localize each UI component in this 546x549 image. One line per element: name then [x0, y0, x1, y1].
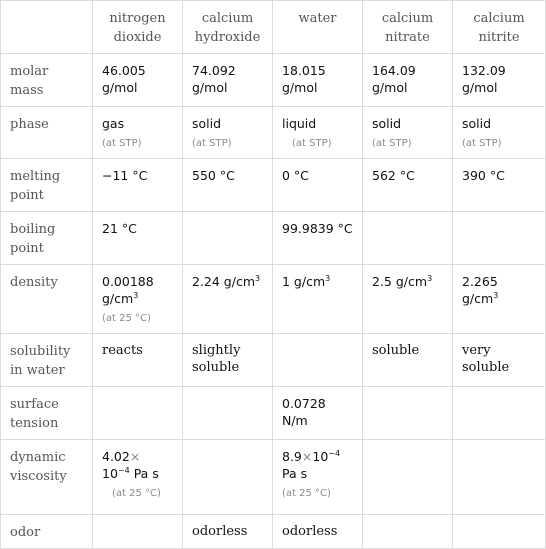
exponent: −4 — [328, 448, 341, 458]
row-label: solubility in water — [1, 334, 93, 387]
table-cell: 0.0728 N/m — [273, 387, 363, 440]
table-cell — [93, 440, 183, 515]
table-cell — [453, 515, 546, 549]
cell-value: gas — [102, 116, 125, 131]
table-cell — [183, 265, 273, 334]
table-cell: 99.9839 °C — [273, 212, 363, 265]
exponent: 3 — [133, 290, 139, 300]
row-label: phase — [1, 107, 93, 159]
table-row-solubility — [1, 334, 546, 387]
cell-value: 2.24 g/cm — [192, 274, 256, 289]
table-cell — [453, 440, 546, 515]
table-cell — [363, 515, 453, 549]
table-cell: 74.092 g/mol — [183, 54, 273, 107]
mantissa: 4.02 — [102, 449, 130, 464]
unit: Pa s — [282, 466, 308, 481]
table-row-density — [1, 265, 546, 334]
table-cell: 390 °C — [453, 159, 546, 212]
column-header: calcium hydroxide — [183, 1, 273, 54]
table-row-molar-mass — [1, 54, 546, 107]
table-cell — [183, 107, 273, 159]
cell-value: solid — [372, 116, 402, 131]
unit: Pa s — [133, 466, 159, 481]
table-cell — [93, 107, 183, 159]
table-row-melting-point — [1, 159, 546, 212]
table-cell — [93, 387, 183, 440]
table-cell — [363, 440, 453, 515]
row-label: melting point — [1, 159, 93, 212]
table-cell: very soluble — [453, 334, 546, 387]
table-cell: odorless — [183, 515, 273, 549]
column-header: calcium nitrate — [363, 1, 453, 54]
table-cell — [183, 212, 273, 265]
condition-note: (at STP) — [192, 138, 232, 149]
condition-note: (at STP) — [292, 138, 332, 149]
table-cell: reacts — [93, 334, 183, 387]
table-cell: 21 °C — [93, 212, 183, 265]
table-cell: 0 °C — [273, 159, 363, 212]
table-cell — [363, 107, 453, 159]
table-cell — [273, 334, 363, 387]
table-cell — [363, 387, 453, 440]
column-header: nitrogen dioxide — [93, 1, 183, 54]
table-cell: 164.09 g/mol — [363, 54, 453, 107]
table-row-phase — [1, 107, 546, 159]
row-label: surface tension — [1, 387, 93, 440]
exponent: −4 — [117, 465, 130, 475]
header-row — [1, 1, 546, 54]
row-label: boiling point — [1, 212, 93, 265]
cell-value: solid — [462, 116, 492, 131]
table-cell — [363, 212, 453, 265]
cell-value: solid — [192, 116, 222, 131]
table-cell: 18.015 g/mol — [273, 54, 363, 107]
table-cell — [453, 107, 546, 159]
table-cell: 132.09 g/mol — [453, 54, 546, 107]
table-cell: 550 °C — [183, 159, 273, 212]
table-cell: slightly soluble — [183, 334, 273, 387]
table-cell — [183, 440, 273, 515]
row-label: density — [1, 265, 93, 334]
table-cell: odorless — [273, 515, 363, 549]
power-base: 10 — [312, 449, 329, 464]
table-cell — [93, 265, 183, 334]
table-cell — [453, 265, 546, 334]
cell-value: liquid — [282, 116, 317, 131]
corner-cell — [1, 1, 93, 54]
table-cell — [363, 265, 453, 334]
table-cell — [453, 212, 546, 265]
condition-note: (at 25 °C) — [282, 488, 331, 499]
table-cell: −11 °C — [93, 159, 183, 212]
cell-value: 2.265 g/cm — [462, 274, 498, 306]
table-cell: soluble — [363, 334, 453, 387]
exponent: 3 — [255, 273, 261, 283]
row-label: odor — [1, 515, 93, 549]
table-cell — [183, 387, 273, 440]
exponent: 3 — [427, 273, 433, 283]
table-cell — [453, 387, 546, 440]
table-cell: 46.005 g/mol — [93, 54, 183, 107]
table-cell — [273, 265, 363, 334]
times-sign: × — [301, 449, 313, 464]
table-row-dynamic-viscosity — [1, 440, 546, 515]
condition-note: (at STP) — [372, 138, 412, 149]
table-row-odor — [1, 515, 546, 549]
exponent: 3 — [325, 273, 331, 283]
table-cell — [273, 440, 363, 515]
table-row-surface-tension — [1, 387, 546, 440]
condition-note: (at STP) — [102, 138, 142, 149]
table-row-boiling-point — [1, 212, 546, 265]
column-header: water — [273, 1, 363, 54]
condition-note: (at STP) — [462, 138, 502, 149]
row-label: molar mass — [1, 54, 93, 107]
times-sign: × — [129, 449, 141, 464]
condition-note: (at 25 °C) — [112, 488, 161, 499]
cell-value: 2.5 g/cm — [372, 274, 428, 289]
table-cell — [273, 107, 363, 159]
cell-value: 0.00188 g/cm — [102, 274, 154, 306]
condition-note: (at 25 °C) — [102, 313, 151, 324]
power-base: 10 — [102, 466, 118, 481]
cell-value: 1 g/cm — [282, 274, 326, 289]
row-label: dynamic viscosity — [1, 440, 93, 515]
exponent: 3 — [493, 290, 499, 300]
table-cell: 562 °C — [363, 159, 453, 212]
column-header: calcium nitrite — [453, 1, 546, 54]
table-cell — [93, 515, 183, 549]
mantissa: 8.9 — [282, 449, 302, 464]
